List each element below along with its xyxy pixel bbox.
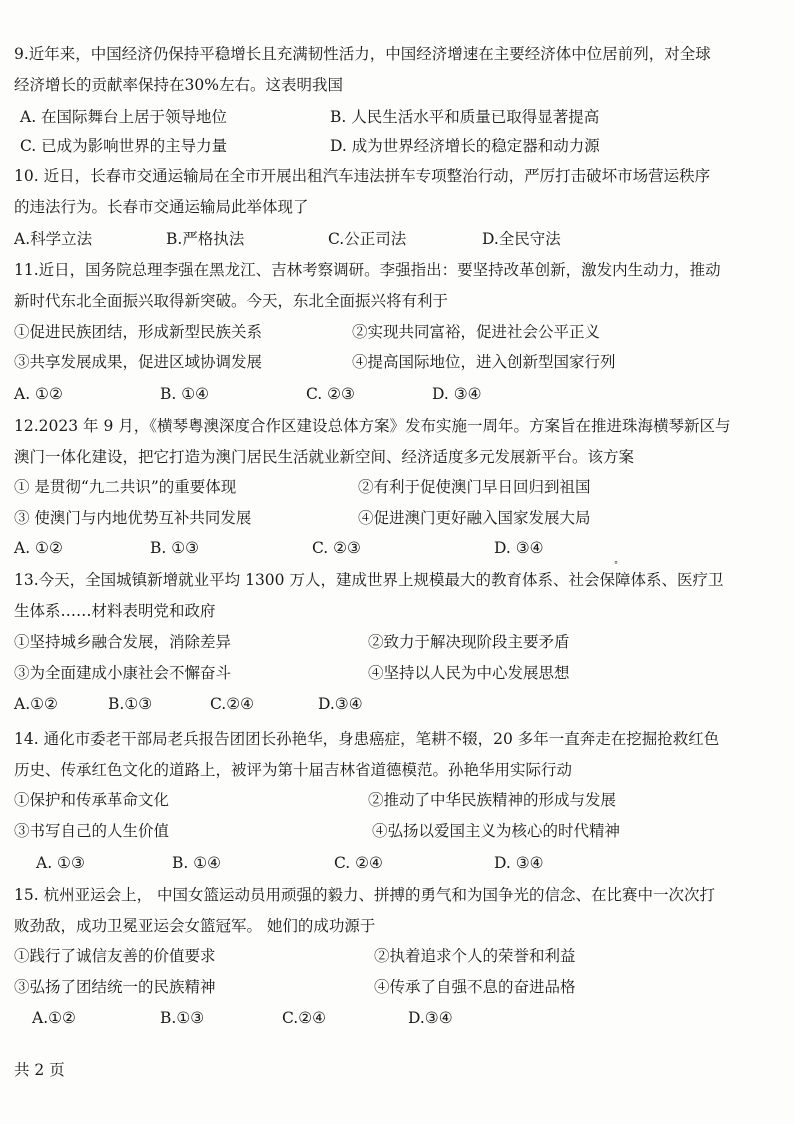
- q13-option-b: B.①③: [108, 695, 153, 713]
- q11-stem-line1: 11.近日，国务院总理李强在黑龙江、吉林考察调研。李强指出：要坚持改革创新，激发内生动力，推动: [14, 261, 721, 279]
- q10-stem-line2: 的违法行为。长春市交通运输局此举体现了: [14, 198, 309, 216]
- q9-stem-line1: 9.近年来，中国经济仍保持平稳增长且充满韧性活力，中国经济增速在主要经济体中位居前列，对全球: [14, 45, 711, 63]
- q14-item-3: ③书写自己的人生价值: [14, 822, 170, 840]
- q10-option-d: D.全民守法: [482, 230, 561, 248]
- q15-option-d: D.③④: [408, 1009, 453, 1027]
- q15-stem-line1: 15. 杭州亚运会上， 中国女篮运动员用顽强的毅力、拼搏的勇气和为国争光的信念、在比赛中一次次打: [14, 886, 716, 904]
- q10-stem-line1: 10. 近日，长春市交通运输局在全市开展出租汽车违法拼车专项整治行动，严厉打击破坏市场营运秩序: [14, 167, 711, 185]
- q12-option-a: A. ①②: [14, 539, 63, 557]
- q11-item-1: ①促进民族团结，形成新型民族关系: [14, 323, 263, 341]
- q11-item-4: ④提高国际地位，进入创新型国家行列: [352, 353, 616, 371]
- q14-stem-line2: 历史、传承红色文化的道路上，被评为第十届吉林省道德模范。孙艳华用实际行动: [14, 761, 573, 779]
- q13-stem-line2: 生体系……材料表明党和政府: [14, 602, 216, 620]
- stray-mark: °: [614, 560, 618, 569]
- q9-stem-line2: 经济增长的贡献率保持在30%左右。这表明我国: [14, 76, 343, 94]
- q12-option-b: B. ①③: [150, 539, 200, 557]
- q15-item-1: ①践行了诚信友善的价值要求: [14, 947, 216, 965]
- q10-option-b: B.严格执法: [166, 230, 245, 248]
- q9-option-b: B. 人民生活水平和质量已取得显著提高: [330, 108, 600, 126]
- q11-option-a: A. ①②: [14, 385, 63, 403]
- q12-item-3: ③ 使澳门与内地优势互补共同发展: [14, 509, 252, 527]
- q11-item-3: ③共享发展成果，促进区域协调发展: [14, 353, 263, 371]
- q12-stem-line1: 12.2023 年 9 月，《横琴粤澳深度合作区建设总体方案》发布实施一周年。方案旨在推进珠海横琴新区与: [14, 417, 731, 435]
- q12-option-d: D. ③④: [494, 539, 544, 557]
- q14-option-d: D. ③④: [494, 854, 544, 872]
- q14-option-c: C. ②④: [334, 854, 383, 872]
- q15-option-a: A.①②: [32, 1009, 76, 1027]
- q13-option-c: C.②④: [210, 695, 255, 713]
- q15-item-2: ②执着追求个人的荣誉和利益: [374, 947, 576, 965]
- q13-item-3: ③为全面建成小康社会不懈奋斗: [14, 664, 232, 682]
- q13-item-2: ②致力于解决现阶段主要矛盾: [368, 633, 570, 651]
- q14-item-2: ②推动了中华民族精神的形成与发展: [368, 791, 617, 809]
- q14-item-1: ①保护和传承革命文化: [14, 791, 170, 809]
- q14-option-b: B. ①④: [172, 854, 222, 872]
- q15-option-b: B.①③: [160, 1009, 205, 1027]
- q14-stem-line1: 14. 通化市委老干部局老兵报告团团长孙艳华，身患癌症，笔耕不辍，20 多年一直奔走在挖掘抢救红色: [14, 730, 720, 748]
- q14-item-4: ④弘扬以爱国主义为核心的时代精神: [372, 822, 621, 840]
- q12-item-4: ④促进澳门更好融入国家发展大局: [358, 509, 591, 527]
- q13-item-1: ①坚持城乡融合发展，消除差异: [14, 633, 232, 651]
- q11-option-d: D. ③④: [432, 385, 482, 403]
- page-footer: 共 2 页: [14, 1061, 65, 1079]
- q15-stem-line2: 败劲敌，成功卫冕亚运会女篮冠军。 她们的成功源于: [14, 917, 376, 935]
- q14-option-a: A. ①③: [36, 854, 85, 872]
- q13-stem-line1: 13.今天，全国城镇新增就业平均 1300 万人，建成世界上规模最大的教育体系、社会保障体系、医疗卫: [14, 571, 724, 589]
- q9-option-a: A. 在国际舞台上居于领导地位: [20, 108, 228, 126]
- q11-option-c: C. ②③: [306, 385, 355, 403]
- q15-option-c: C.②④: [282, 1009, 327, 1027]
- q10-option-c: C.公正司法: [328, 230, 407, 248]
- q11-stem-line2: 新时代东北全面振兴取得新突破。今天，东北全面振兴将有利于: [14, 292, 449, 310]
- q12-option-c: C. ②③: [312, 539, 361, 557]
- q11-option-b: B. ①④: [160, 385, 210, 403]
- q12-item-1: ① 是贯彻“九二共识”的重要体现: [14, 478, 237, 496]
- q13-option-a: A.①②: [14, 695, 58, 713]
- q12-item-2: ②有利于促使澳门早日回归到祖国: [358, 478, 591, 496]
- q15-item-4: ④传承了自强不息的奋进品格: [374, 978, 576, 996]
- q13-item-4: ④坚持以人民为中心发展思想: [368, 664, 570, 682]
- q13-option-d: D.③④: [318, 695, 363, 713]
- q15-item-3: ③弘扬了团结统一的民族精神: [14, 978, 216, 996]
- q11-item-2: ②实现共同富裕，促进社会公平正义: [352, 323, 601, 341]
- q10-option-a: A.科学立法: [14, 230, 93, 248]
- q12-stem-line2: 澳门一体化建设，把它打造为澳门居民生活就业新空间、经济适度多元发展新平台。该方案: [14, 448, 635, 466]
- q9-option-c: C. 已成为影响世界的主导力量: [20, 137, 228, 155]
- q9-option-d: D. 成为世界经济增长的稳定器和动力源: [330, 137, 600, 155]
